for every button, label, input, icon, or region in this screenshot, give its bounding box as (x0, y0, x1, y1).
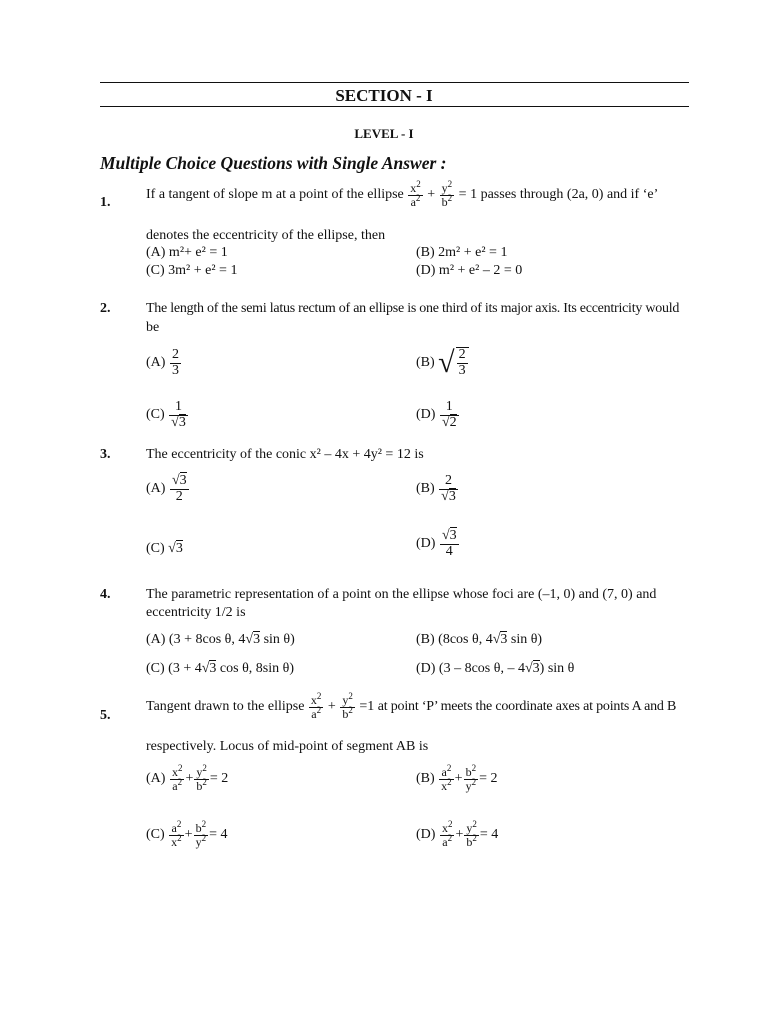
q4-a-sqrt: √3 (245, 632, 261, 647)
q2-d-fraction: $\frac{1}{√2}$ (441, 399, 457, 430)
q5-option-c: (C) $\frac{a^2}{x^2}$ + $\frac{b^2}{y^2}$ = 4 (146, 819, 228, 849)
q5-option-d: (D) $\frac{x^2}{a^2}$ + $\frac{y^2}{b^2}$ = 4 (416, 819, 499, 849)
top-rule (100, 82, 689, 83)
q5-text-b: at point ‘P’ meets the coordinate axes at points A and B (377, 699, 677, 715)
q4-b-sqrt: √3 (492, 632, 508, 647)
q4-option-b (416, 632, 542, 648)
q3-label-a: (A) (146, 481, 166, 497)
q3-label-d: (D) (416, 536, 436, 552)
q4-option-a (146, 632, 295, 648)
q4-b-pre: (B) (8cos θ, 4 (416, 632, 493, 647)
q4-a-pre: (A) (3 + 8cos θ, 4 (146, 632, 246, 647)
q5-label-a: (A) (146, 771, 166, 787)
q4-d-sqrt: √3 (524, 661, 540, 676)
q1-option-d: (D) m² + e² – 2 = 0 (416, 263, 523, 278)
q5-label-c: (C) (146, 827, 165, 843)
q1-text-c: denotes the eccentricity of the ellipse, then (146, 228, 386, 243)
q1-number: 1. (100, 195, 111, 210)
q3-d-fraction: $\frac{√3}{4}$ (441, 528, 457, 559)
q2-number: 2. (100, 301, 111, 316)
q4-option-d (416, 661, 574, 677)
q3-label-c: (C) (146, 541, 165, 556)
q5-c-frac1: $\frac{a^2}{x^2}$ (171, 819, 182, 849)
q5-text-c: respectively. Locus of mid-point of segment AB is (146, 739, 429, 754)
q3-b-fraction: $\frac{2}{√3}$ (441, 473, 456, 504)
q4-d-pre: (D) (3 – 8cos θ, – 4 (416, 661, 525, 676)
q2-c-fraction: $\frac{1}{√3}$ (171, 399, 186, 430)
q5-option-a: (A) $\frac{x^2}{a^2}$ + $\frac{y^2}{b^2}$ = 2 (146, 763, 229, 793)
q1-stem-line1: If a tangent of slope m at a point of the ellipse $\frac{x^2}{a^2}$ + $\frac{y^2}{b^2}$ = 1 passes through (2a, 0) and if ‘e’ (146, 179, 659, 209)
q4-c-pre: (C) (3 + 4 (146, 661, 202, 676)
q4-c-post: cos θ, 8sin θ) (219, 661, 294, 676)
q3-option-b (416, 474, 459, 504)
ellipse-fraction-y: $\frac{y^2}{b^2}$ (441, 179, 453, 209)
q5-fraction-y: $\frac{y^2}{b^2}$ (342, 691, 353, 721)
q2-b-sqrt: √ $\frac{2}{3}$ (438, 346, 469, 380)
q5-d-frac1: $\frac{x^2}{a^2}$ (441, 819, 453, 849)
q2-option-b (416, 346, 470, 380)
q5-label-d: (D) (416, 827, 436, 843)
q5-option-b: (B) $\frac{a^2}{x^2}$ + $\frac{b^2}{y^2}$ = 2 (416, 763, 498, 793)
q1-text-a: If a tangent of slope m at a point of the ellipse (146, 187, 404, 203)
q5-fraction-x: $\frac{x^2}{a^2}$ (310, 691, 322, 721)
q4-d-post: ) sin θ (539, 661, 575, 676)
q4-number: 4. (100, 587, 111, 602)
q5-text-a: Tangent drawn to the ellipse (146, 699, 305, 715)
q2-a-fraction: $\frac{2}{3}$ (171, 347, 179, 378)
q5-stem-line1: Tangent drawn to the ellipse $\frac{x^2}{a^2}$ + $\frac{y^2}{b^2}$ =1 at point ‘P’ meets the coordinate axes at points A and B (146, 691, 677, 721)
q3-number: 3. (100, 447, 111, 462)
q5-a-frac2: $\frac{y^2}{b^2}$ (196, 763, 207, 793)
q1-option-c: (C) 3m² + e² = 1 (146, 263, 238, 278)
q2-option-d (416, 400, 460, 430)
q5-d-frac2: $\frac{y^2}{b^2}$ (466, 819, 477, 849)
q5-number: 5. (100, 708, 111, 723)
q3-option-d (416, 529, 460, 559)
q3-option-a (146, 474, 190, 504)
q4-text-b: eccentricity 1/2 is (146, 605, 246, 620)
q1-text-b: passes through (2a, 0) and if ‘e’ (480, 187, 659, 203)
q2-text-b: be (146, 320, 160, 335)
section-title: SECTION - I (335, 86, 433, 105)
ellipse-fraction-x: $\frac{x^2}{a^2}$ (410, 179, 421, 209)
q3-option-c (146, 541, 183, 557)
q4-text-a: The parametric representation of a point on the ellipse whose foci are (–1, 0) and (7, 0) and (146, 587, 657, 602)
q4-c-sqrt: √3 (201, 661, 217, 676)
q1-option-b: (B) 2m² + e² = 1 (416, 245, 508, 260)
q2-label-b: (B) (416, 355, 435, 370)
q2-option-c (146, 400, 189, 430)
q4-a-post: sin θ) (263, 632, 295, 647)
q5-a-frac1: $\frac{x^2}{a^2}$ (171, 763, 183, 793)
q5-label-b: (B) (416, 771, 435, 787)
q2-label-a: (A) (146, 355, 166, 371)
q3-text: The eccentricity of the conic x² – 4x + 4y² = 12 is (146, 447, 424, 462)
level-title: LEVEL - I (354, 126, 414, 141)
section-underline (100, 106, 689, 107)
q4-b-post: sin θ) (510, 632, 543, 647)
q4-option-c (146, 661, 294, 677)
q2-label-d: (D) (416, 407, 436, 423)
q3-a-fraction: $\frac{√3}{2}$ (171, 473, 187, 504)
q3-c-sqrt: √3 (168, 541, 183, 556)
q3-label-b: (B) (416, 481, 435, 497)
q5-c-frac2: $\frac{b^2}{y^2}$ (195, 819, 207, 849)
q1-option-a: (A) m²+ e² = 1 (146, 245, 228, 260)
q2-text-a: The length of the semi latus rectum of an ellipse is one third of its major axis. Its eccentricity would (146, 301, 680, 316)
q2-label-c: (C) (146, 407, 165, 423)
q5-b-frac1: $\frac{a^2}{x^2}$ (441, 763, 452, 793)
q5-b-frac2: $\frac{b^2}{y^2}$ (465, 763, 477, 793)
mcq-heading: Multiple Choice Questions with Single Answer : (100, 153, 447, 173)
q2-option-a (146, 348, 182, 378)
